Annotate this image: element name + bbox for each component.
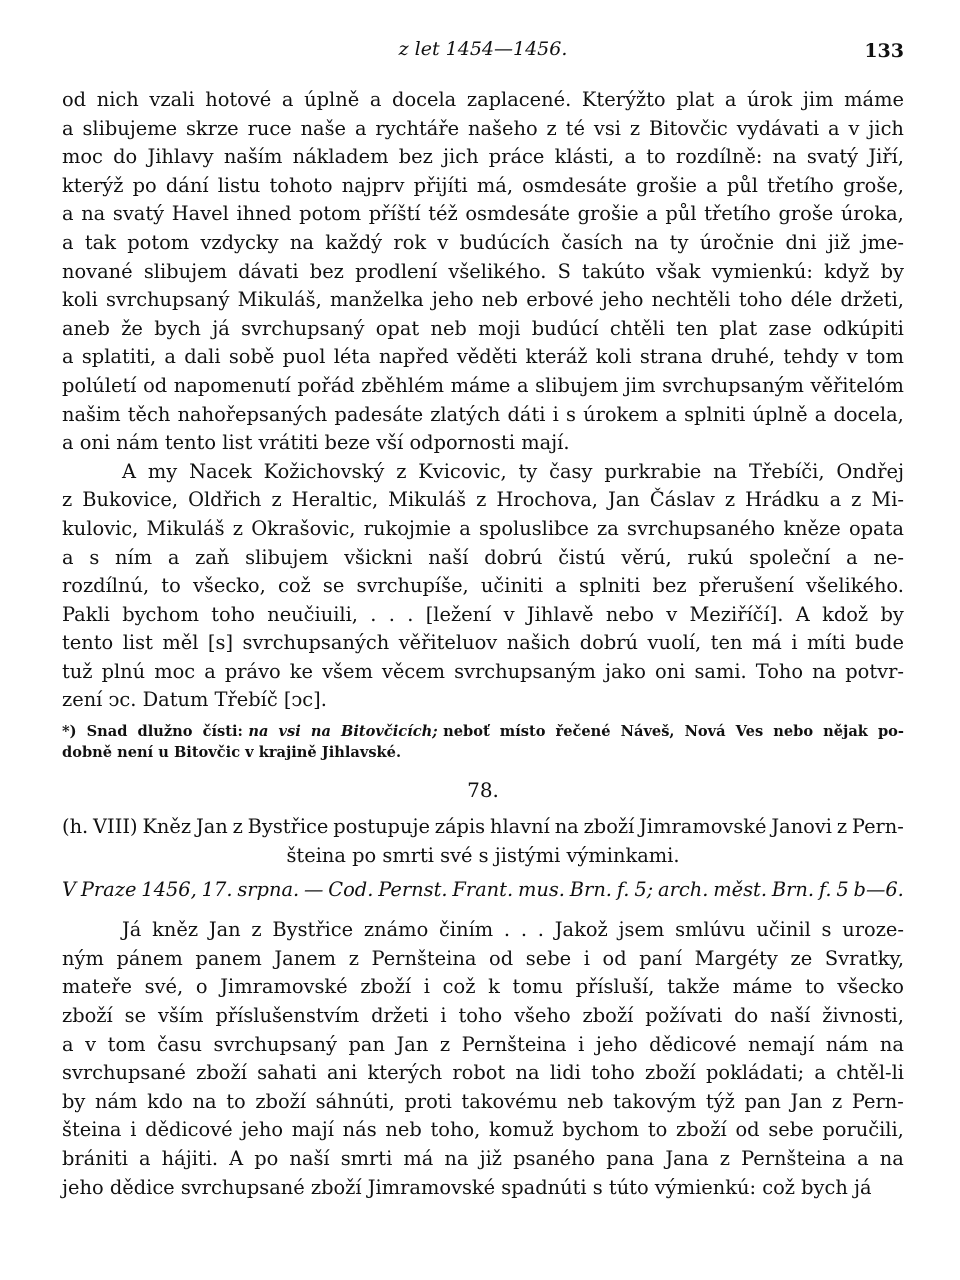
text-line: ným pánem panem Janem z Pernšteina od sebe i od paní Margéty ze Svratky,	[62, 946, 904, 970]
text-line: našim těch nahořepsaných padesáte zlatých dáti i s úrokem a splniti úplně a docela,	[62, 402, 904, 426]
text-line: polúletí od napomenutí pořád zběhlém máme a slibujem jim svrchupsaným věřitelóm	[62, 373, 904, 397]
paragraph-charter-continuation	[62, 86, 904, 458]
text-line: by nám kdo na to zboží sáhnúti, proti takovému neb takovým týž pan Jan z Pern-	[62, 1089, 904, 1113]
text-line: a slibujeme skrze ruce naše a rychtáře našeho z té vsi z Bitovčic vydávati a v jich	[62, 116, 904, 140]
paragraph-jan-z-bystrice	[62, 916, 904, 1202]
footnote-line: dobně není u Bitovčic v krajině Jihlavské.	[62, 744, 402, 762]
text-line: a oni nám tento list vrátiti beze vší odpornosti mají.	[62, 431, 570, 455]
text-line: zení ͻc. Datum Třebíč [ͻc].	[62, 688, 327, 712]
text-line: Já kněz Jan z Bystřice známo činím . . . Jakož jsem smlúvu učinil s urozе-	[122, 918, 904, 942]
text-line: a na svatý Havel ihned potom příští též osmdesáte grošie a půl třetího groše úroka,	[62, 202, 904, 226]
page-header	[62, 38, 904, 68]
footnote	[62, 721, 904, 763]
text-line: aneb že bych já svrchupsaný opat neb moji budúcí chtěli ten plat zase odkúpiti	[62, 316, 904, 340]
text-line: zboží se vším příslušenstvím držeti i tohо všeho zboží požívati do naší živnosti,	[62, 1004, 904, 1028]
text-line: Pakli bychom toho neučiuili, . . . [ležení v Jihlavě nebo v Meziříčí]. A kdož by	[62, 602, 904, 626]
text-line: koli svrchupsaný Mikuláš, manželka jeho neb erbové jeho nechtěli toho déle držeti,	[62, 288, 904, 312]
text-line: rozdílnú, to všecko, což se svrchupíše, učiniti a splniti bez přerušení všelikého.	[62, 574, 904, 598]
text-line: moc do Jihlavy naším nákladem bez jich práce klásti, a to rozdílně: na svatý Jiří,	[62, 145, 904, 169]
text-line: jeho dědice svrchupsané zboží Jimramovské spadnúti s túto výmienkú: což bych já	[62, 1175, 872, 1199]
footnote-line	[62, 721, 904, 742]
text-line: brániti a hájiti. A po naší smrti má na již psaného pana Jana z Pernšteina a na	[62, 1147, 904, 1170]
text-line: od nich vzali hotové a úplně a docela zaplacené. Kterýžto plat a úrok jim máme	[62, 88, 904, 111]
text-line: mateře své, o Jimramovské zboží i což k tomu přísluší, takže máme to všecko	[62, 975, 904, 999]
page-number: 133	[864, 40, 904, 62]
footnote-emphasis: na vsi na Bitovčicích;	[248, 723, 438, 741]
page-body	[62, 86, 904, 1202]
regest-line: (h. VIII) Kněz Jan z Bystřice postupuje zápis hlavní na zboží Jimramovské Janovi z Pern-	[62, 815, 904, 839]
text-line: a tak potom vzdycky na každý rok v budúcích časích na ty úročnie dni již jme-	[62, 230, 904, 254]
text-line: A my Nacek Kožichovský z Kvicovic, ty časy purkrabie na Třebíči, Ondřej	[122, 459, 904, 483]
document-number: 78.	[467, 778, 499, 803]
dating-line: V Praze 1456, 17. srpna. — Cod. Pernst. Frant. mus. Brn. f. 5; arch. měst. Brn. f. 5 b—6.	[62, 878, 904, 902]
text-line: kterýž po dání listu tohoto najprv přijíti má, osmdesáte grošie a půl třetího groše,	[62, 173, 904, 197]
text-line: z Bukovice, Oldřich z Heraltic, Mikuláš z Hrochova, Jan Čáslav z Hrádku a z Mi-	[62, 488, 904, 512]
paragraph-guarantors	[62, 458, 904, 715]
text-line: tuž plnú moc a právo ke všem věcem svrchupsaným jako oni sami. Toho na potvr-	[62, 659, 904, 683]
footnote-lead: *) Snad dlužno čísti:	[62, 723, 243, 741]
text-line: svrchupsané zboží sahati ani kterých robot na lidi toho zboží pokládati; a chtěl-li	[62, 1061, 904, 1085]
text-line: nované slibujem dávati bez prodlení všelikého. S takúto však vymienkú: když by	[62, 259, 904, 283]
text-line: kulovic, Mikuláš z Okrašovic, rukojmie a spoluslibce za svrchupsaného kněze opata	[62, 516, 904, 540]
text-line: šteina i dědicové jeho mají nás neb toho, komuž bychom to zboží od sebe poručili,	[62, 1118, 904, 1142]
running-title: z let 1454—1456.	[398, 38, 568, 60]
text-line: tento list měl [s] svrchupsaných věřiteluov našich dobrú vuolí, ten má i míti bude	[62, 631, 904, 655]
text-line: a splatiti, a dali sobě puol léta napřed věděti kteráž koli strana druhé, tehdy v tom	[62, 345, 904, 369]
regest-line: šteina po smrti své s jistými výminkami.	[286, 843, 680, 867]
text-line: a v tom času svrchupsaný pan Jan z Pernšteina i jeho dědicové nemají nám na	[62, 1032, 904, 1056]
text-line: a s ním a zaň slibujem všicknі naší dobrú čistú věrú, rukú společní a ne-	[62, 545, 904, 569]
footnote-rest: neboť místo řečené Náveš, Nová Ves nebo nějak po-	[443, 723, 904, 741]
